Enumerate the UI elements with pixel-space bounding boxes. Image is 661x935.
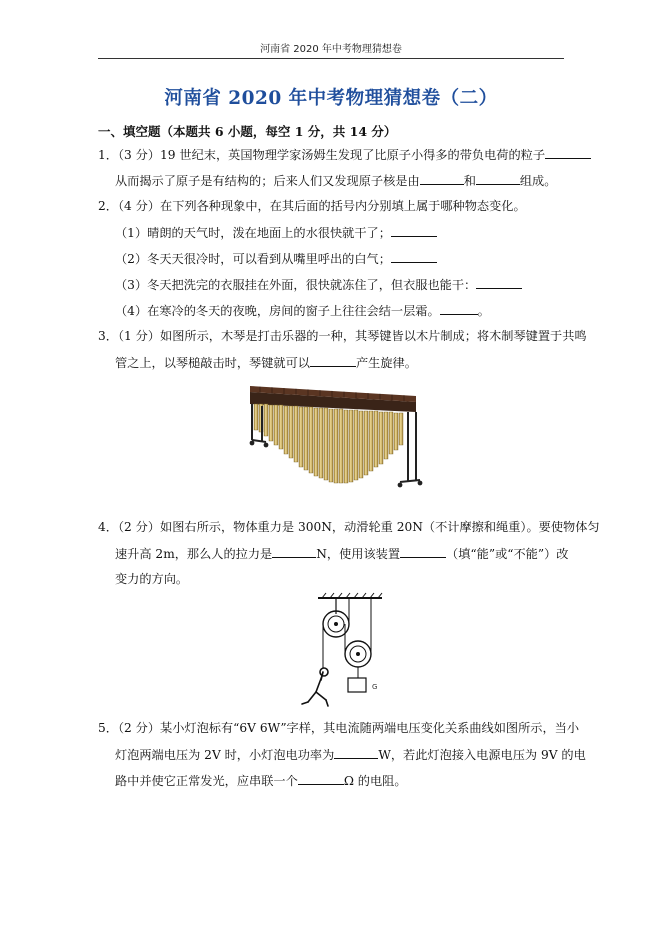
q2-sub-2: （2）冬天天很冷时，可以看到从嘴里呼出的白气； — [115, 250, 437, 267]
q4-blank-1[interactable] — [272, 545, 316, 558]
q3-blank-1[interactable] — [310, 354, 356, 367]
q2-stem: 2．（4 分）在下列各种现象中，在其后面的括号内分别填上属于哪种物态变化。 — [98, 199, 526, 213]
q4-line-1: 4．（2 分）如图右所示，物体重力是 300N，动滑轮重 20N（不计摩擦和绳重）。要使物体匀 — [98, 520, 600, 534]
q4-blank-2[interactable] — [400, 545, 446, 558]
q3-line-2: 管之上，以琴槌敲击时，琴键就可以 产生旋律。 — [115, 356, 417, 370]
q5-line-3: 路中并使它正常发光，应串联一个 Ω 的电阻。 — [115, 774, 407, 788]
q2-blank-4[interactable] — [440, 302, 478, 315]
page-header: 河南省 2020 年中考物理猜想卷 — [260, 44, 402, 55]
section-heading: 一、填空题（本题共 6 小题，每空 1 分，共 14 分） — [98, 124, 397, 139]
q2-sub-4: （4）在寒冷的冬天的夜晚，房间的窗子上往往会结一层霜。 。 — [115, 304, 490, 318]
q5-line-1: 5．（2 分）某小灯泡标有“6V 6W”字样，其电流随两端电压变化关系曲线如图所示，当小 — [98, 721, 580, 735]
q5-line-2: 灯泡两端电压为 2V 时，小灯泡电功率为 W，若此灯泡接入电源电压为 9V 的电 — [115, 748, 586, 762]
q1-blank-2[interactable] — [420, 172, 464, 185]
q1-line-1: 1．（3 分）19 世纪末，英国物理学家汤姆生发现了比原子小得多的带负电荷的粒子 — [98, 146, 591, 163]
q2-blank-1[interactable] — [391, 224, 437, 237]
q3-line-1: 3．（1 分）如图所示，木琴是打击乐器的一种，其琴键皆以木片制成；将木制琴键置于共鸣 — [98, 329, 587, 343]
xylophone-figure — [240, 382, 426, 490]
svg-text:G: G — [372, 683, 378, 691]
q1-blank-1[interactable] — [545, 146, 591, 159]
q2-sub-3: （3）冬天把洗完的衣服挂在外面，很快就冻住了，但衣服也能干： — [115, 276, 522, 293]
q5-blank-1[interactable] — [334, 746, 378, 759]
q4-line-2: 速升高 2m，那么人的拉力是 N，使用该装置 （填“能”或“不能”）改 — [115, 547, 569, 561]
q1-blank-3[interactable] — [476, 172, 520, 185]
q2-blank-3[interactable] — [476, 276, 522, 289]
q1-line-2: 从而揭示了原子是有结构的；后来人们又发现原子核是由 和 组成。 — [115, 174, 557, 188]
header-rule — [98, 58, 564, 59]
q5-blank-2[interactable] — [298, 772, 344, 785]
q2-sub-1: （1）晴朗的天气时，泼在地面上的水很快就干了； — [115, 224, 437, 241]
pulley-figure — [298, 592, 388, 710]
q2-blank-2[interactable] — [391, 250, 437, 263]
q4-line-3: 变力的方向。 — [115, 572, 189, 586]
page-title: 河南省 2020 年中考物理猜想卷（二） — [164, 88, 498, 109]
